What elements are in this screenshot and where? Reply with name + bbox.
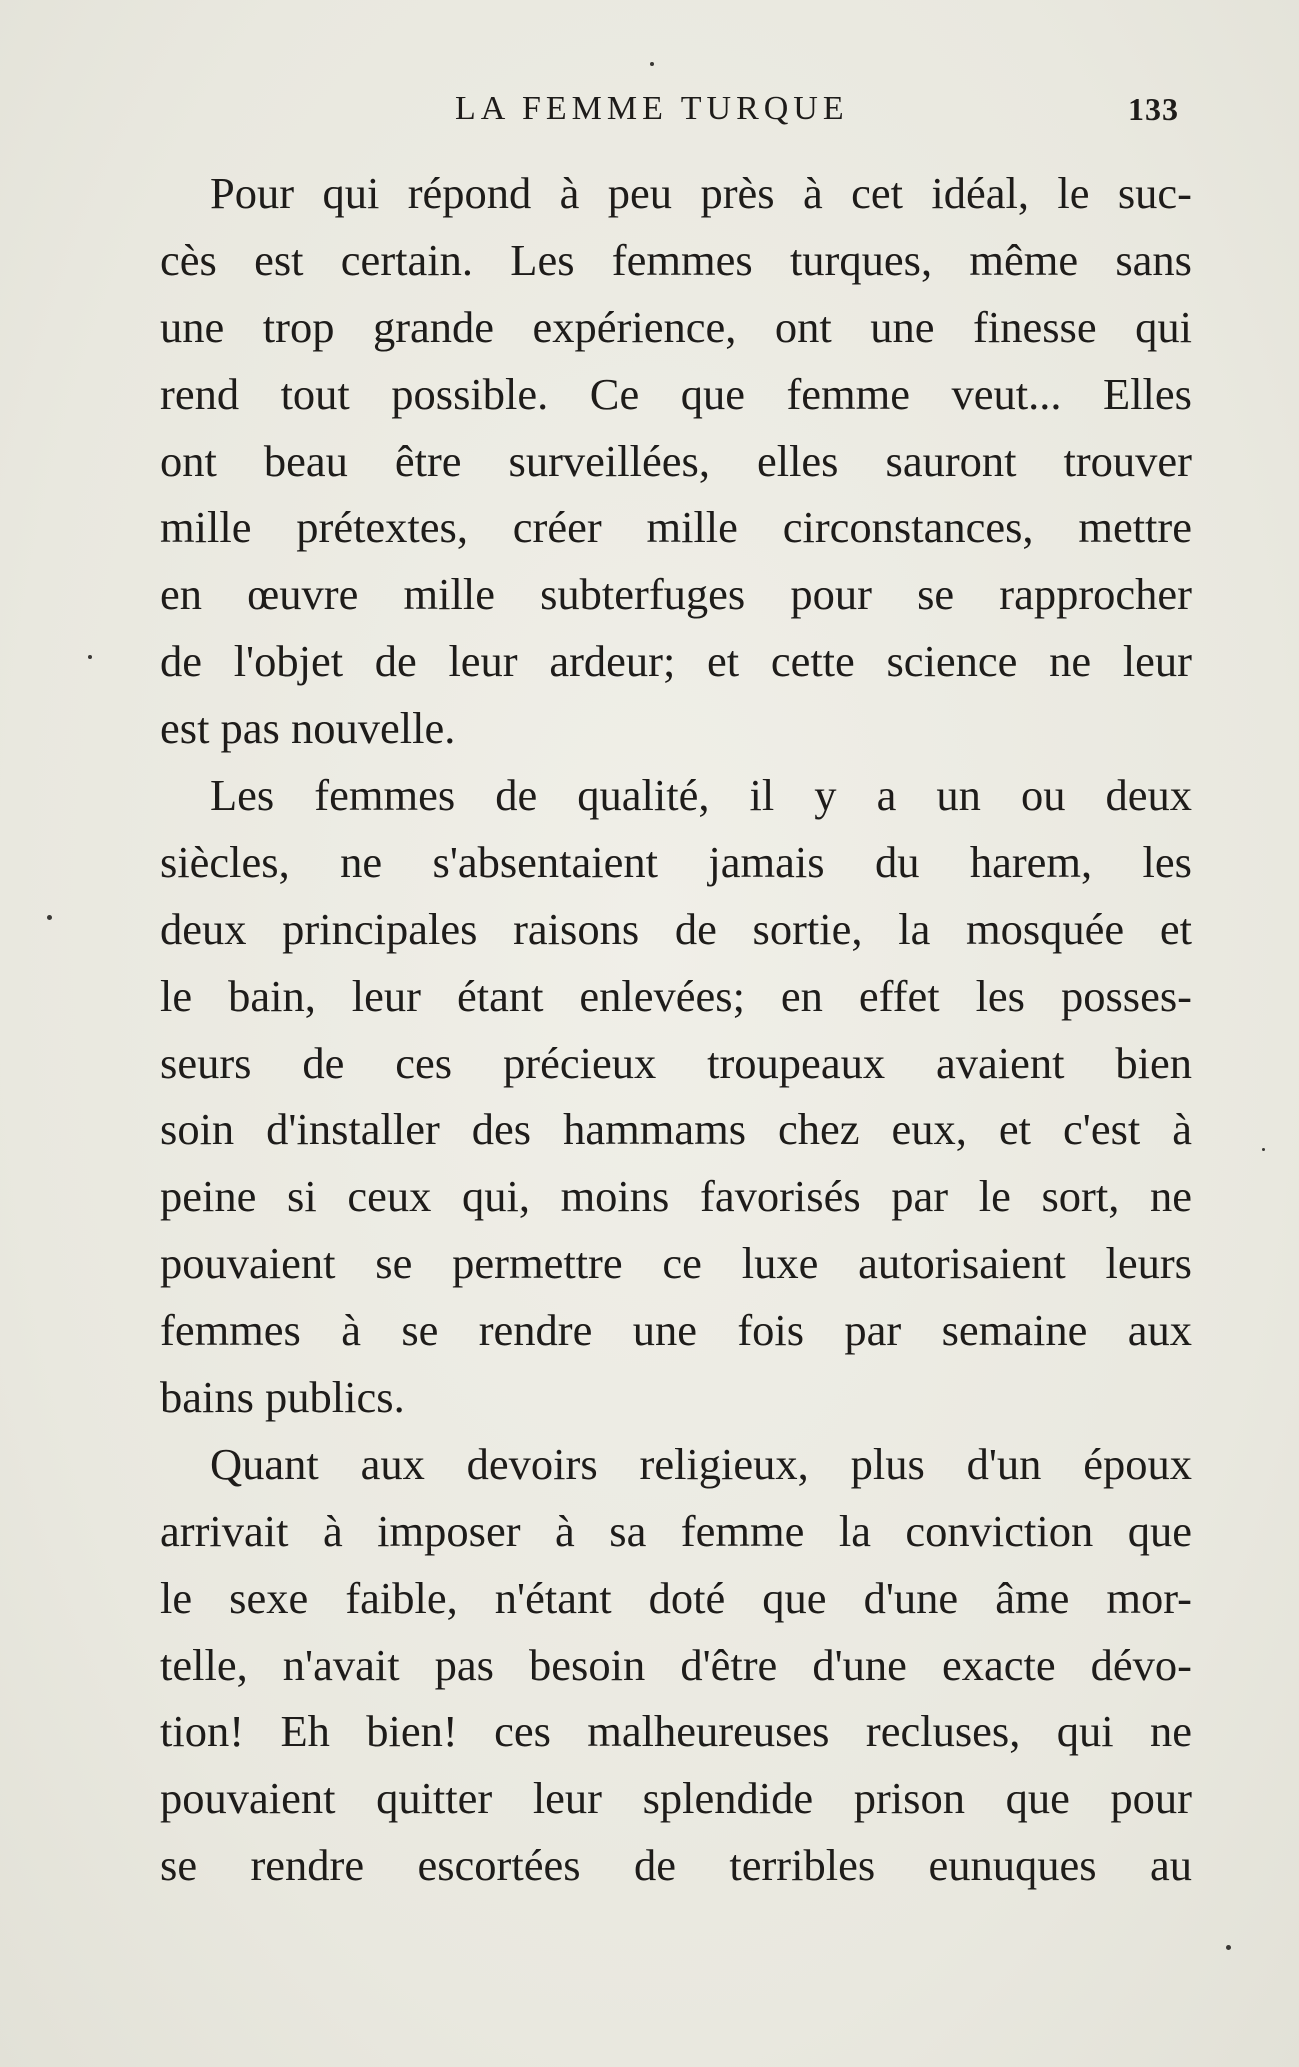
- paper-speck: [88, 655, 92, 659]
- text-line: le bain, leur étant enlevées; en effet les posses-: [160, 970, 1192, 1021]
- text-line: pouvaient se permettre ce luxe autorisaient leurs: [160, 1238, 1192, 1289]
- text-line: bains publics.: [160, 1372, 405, 1423]
- text-line: deux principales raisons de sortie, la mosquée et: [160, 903, 1192, 954]
- text-line: rend tout possible. Ce que femme veut... Elles: [160, 368, 1192, 419]
- paper-speck: [1262, 1148, 1265, 1151]
- text-line: soin d'installer des hammams chez eux, et c'est à: [160, 1104, 1192, 1155]
- body-text: [160, 160, 1192, 1899]
- text-line: est pas nouvelle.: [160, 703, 456, 754]
- text-line: siècles, ne s'absentaient jamais du harem, les: [160, 836, 1192, 887]
- text-line: Les femmes de qualité, il y a un ou deux: [210, 770, 1192, 821]
- text-line: en œuvre mille subterfuges pour se rapprocher: [160, 569, 1192, 620]
- text-line: arrivait à imposer à sa femme la conviction que: [160, 1505, 1192, 1556]
- text-line: pouvaient quitter leur splendide prison que pour: [160, 1773, 1192, 1824]
- text-line: telle, n'avait pas besoin d'être d'une exacte dévo-: [160, 1639, 1192, 1690]
- text-line: Quant aux devoirs religieux, plus d'un époux: [210, 1438, 1192, 1489]
- text-line: cès est certain. Les femmes turques, même sans: [160, 234, 1192, 285]
- page-header: [0, 84, 1299, 134]
- paper-speck: [1226, 1945, 1231, 1950]
- text-line: femmes à se rendre une fois par semaine aux: [160, 1305, 1192, 1356]
- text-line: se rendre escortées de terribles eunuques au: [160, 1840, 1192, 1891]
- paper-speck: [47, 915, 52, 920]
- text-line: mille prétextes, créer mille circonstances, mettre: [160, 502, 1192, 553]
- paper-speck: [650, 62, 654, 66]
- text-line: peine si ceux qui, moins favorisés par le sort, ne: [160, 1171, 1192, 1222]
- text-line: seurs de ces précieux troupeaux avaient bien: [160, 1037, 1192, 1088]
- text-line: le sexe faible, n'étant doté que d'une âme mor-: [160, 1572, 1192, 1623]
- text-line: une trop grande expérience, ont une finesse qui: [160, 301, 1192, 352]
- text-line: de l'objet de leur ardeur; et cette science ne leur: [160, 636, 1192, 687]
- text-line: ont beau être surveillées, elles sauront trouver: [160, 435, 1192, 486]
- text-line: Pour qui répond à peu près à cet idéal, le suc-: [210, 168, 1192, 218]
- text-line: tion! Eh bien! ces malheureuses recluses, qui ne: [160, 1706, 1192, 1757]
- running-title: LA FEMME TURQUE: [455, 90, 849, 127]
- page-number: 133: [1128, 91, 1179, 127]
